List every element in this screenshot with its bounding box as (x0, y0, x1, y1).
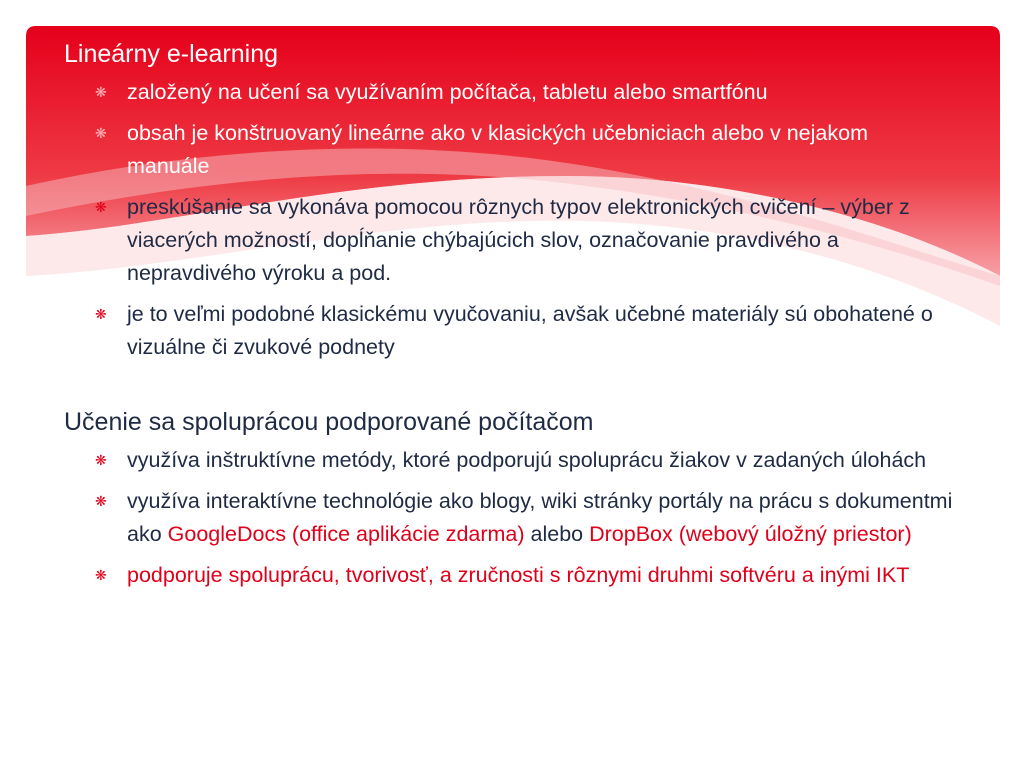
dropbox-text: DropBox (webový úložný priestor) (589, 522, 912, 546)
heading-collaborative-learning: Učenie sa spoluprácou podporované počítačom (64, 408, 594, 436)
list-item: ❋ preskúšanie sa vykonáva pomocou rôznych typov elektronických cvičení – výber z viacerých možností, dopĺňanie chýbajúcich slov, označovanie pravdivého a nepravdivého výroku a pod. (64, 191, 954, 290)
asterisk-bullet-icon: ❋ (95, 306, 107, 322)
asterisk-bullet-icon: ❋ (95, 567, 107, 583)
asterisk-bullet-icon: ❋ (95, 199, 107, 215)
asterisk-bullet-icon: ❋ (95, 84, 107, 100)
collaborative-learning-list (64, 444, 954, 592)
list-item: ❋ využíva interaktívne technológie ako blogy, wiki stránky portály na prácu s dokumentmi ako GoogleDocs (office aplikácie zdarma) alebo DropBox (webový úložný priestor) (64, 485, 954, 551)
list-item: ❋ založený na učení sa využívaním počítača, tabletu alebo smartfónu (64, 76, 954, 109)
list-item: ❋ obsah je konštruovaný lineárne ako v klasických učebniciach alebo v nejakom manuále (64, 117, 954, 183)
asterisk-bullet-icon: ❋ (95, 452, 107, 468)
list-item: ❋ je to veľmi podobné klasickému vyučovaniu, avšak učebné materiály sú obohatené o vizuálne či zvukové podnety (64, 298, 954, 364)
asterisk-bullet-icon: ❋ (95, 493, 107, 509)
list-item: ❋ využíva inštruktívne metódy, ktoré podporujú spoluprácu žiakov v zadaných úlohách (64, 444, 954, 477)
list-item: ❋ podporuje spoluprácu, tvorivosť, a zručnosti s rôznymi druhmi softvéru a inými IKT (64, 559, 954, 592)
slide-content (64, 36, 954, 600)
googledocs-text: GoogleDocs (office aplikácie zdarma) (167, 522, 525, 546)
heading-linear-elearning: Lineárny e-learning (64, 40, 279, 68)
linear-elearning-list (64, 76, 954, 364)
asterisk-bullet-icon: ❋ (95, 125, 107, 141)
